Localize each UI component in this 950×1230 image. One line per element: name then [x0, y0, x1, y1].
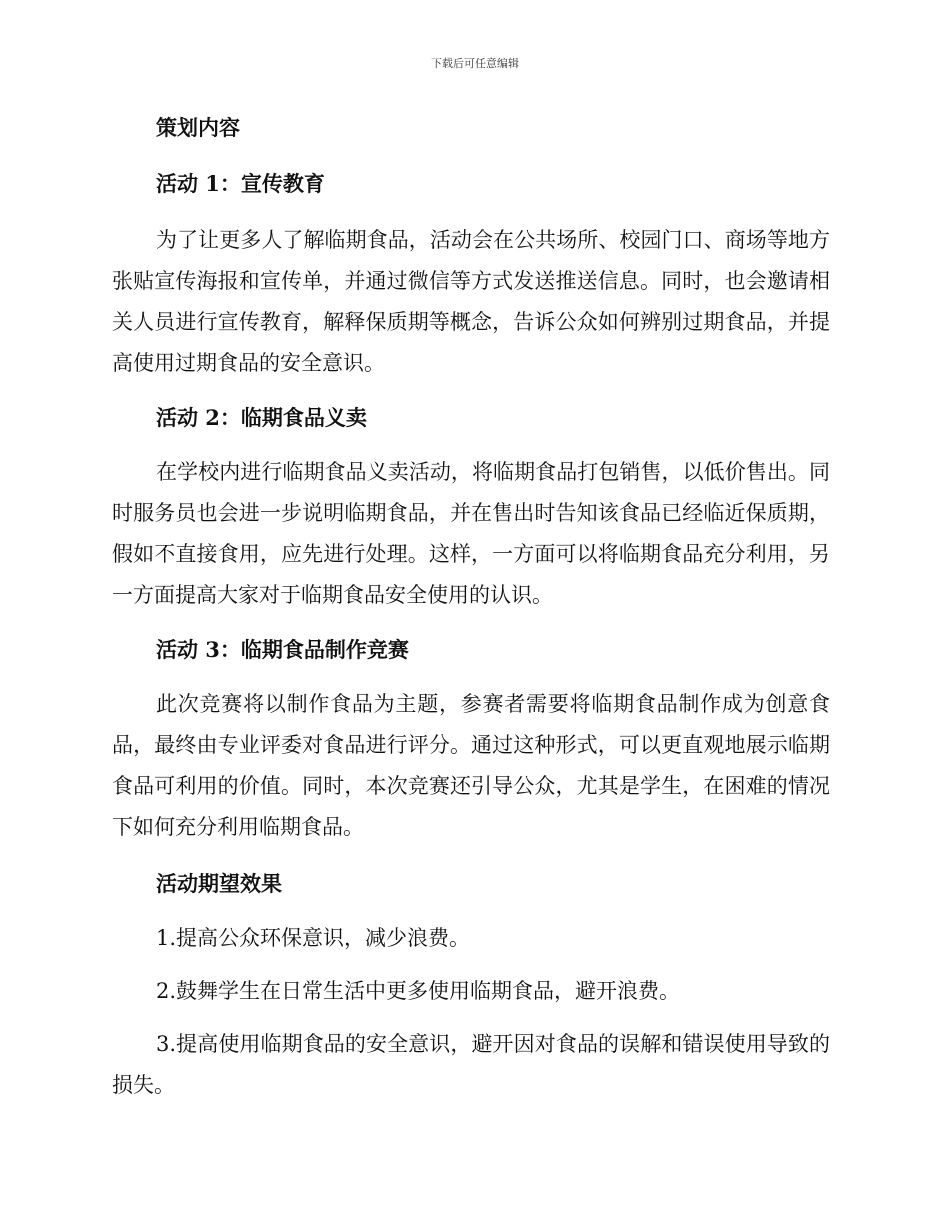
document-body — [112, 106, 830, 1106]
activity2-title: 活动 2：临期食品义卖 — [156, 405, 367, 430]
effect-item-3: 3.提高使用临期食品的安全意识，避开因对食品的误解和错误使用导致的损失。 — [112, 1032, 830, 1097]
plan-title: 策划内容 — [156, 115, 240, 140]
activity3-title: 活动 3：临期食品制作竞赛 — [156, 637, 409, 662]
effects-title: 活动期望效果 — [156, 871, 282, 896]
page-header: 下载后可任意编辑 — [431, 57, 519, 70]
activity3-body: 此次竞赛将以制作食品为主题，参赛者需要将临期食品制作成为创意食品，最终由专业评委对食品进行评分。通过这种形式，可以更直观地展示临期食品可利用的价值。同时，本次竞赛还引导公众，尤其是学生，在困难的情况下如何充分利用临期食品。 — [112, 692, 830, 839]
effect-item-2: 2.鼓舞学生在日常生活中更多使用临期食品，避开浪费。 — [156, 979, 681, 1003]
activity1-title: 活动 1：宣传教育 — [156, 171, 325, 196]
activity2-body: 在学校内进行临期食品义卖活动，将临期食品打包销售，以低价售出。同时服务员也会进一步说明临期食品，并在售出时告知该食品已经临近保质期，假如不直接食用，应先进行处理。这样，一方面可以将临期食品充分利用，另一方面提高大家对于临期食品安全使用的认识。 — [112, 460, 830, 607]
activity1-body: 为了让更多人了解临期食品，活动会在公共场所、校园门口、商场等地方张贴宣传海报和宣传单，并通过微信等方式发送推送信息。同时，也会邀请相关人员进行宣传教育，解释保质期等概念，告诉公众如何辨别过期食品，并提高使用过期食品的安全意识。 — [112, 228, 830, 375]
effect-item-1: 1.提高公众环保意识，减少浪费。 — [156, 926, 471, 950]
